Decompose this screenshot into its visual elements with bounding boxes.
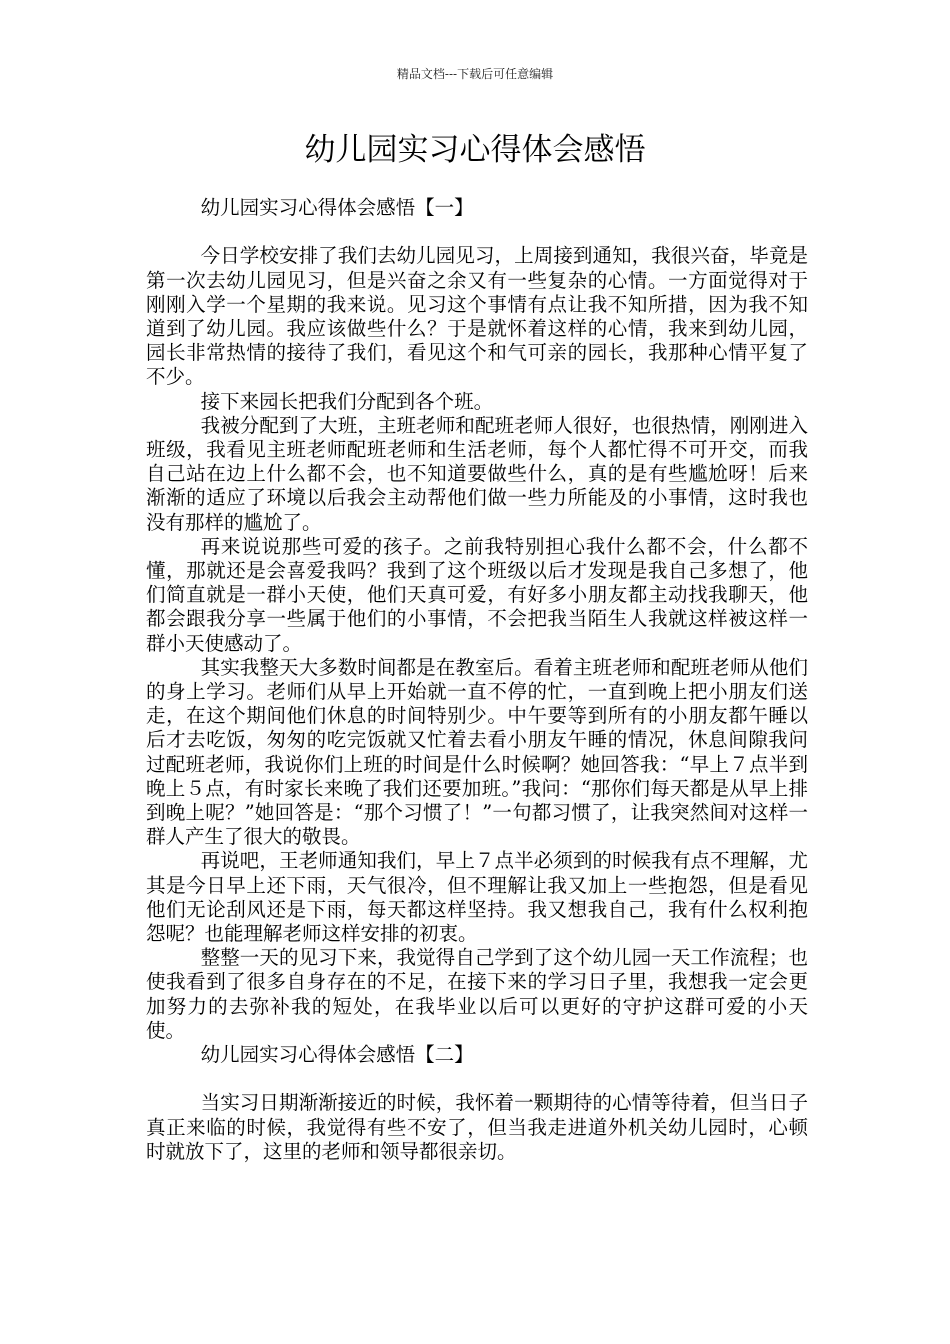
paragraph: 我被分配到了大班，主班老师和配班老师人很好，也很热情，刚刚进入班级，我看见主班老师配班老师和生活老师，每个人都忙得不可开交，而我自己站在边上什么都不会，也不知道要做些什么，真的是有些尴尬呀！后来渐渐的适应了环境以后我会主动帮他们做一些力所能及的小事情，这时我也没有那样的尴尬了。 — [146, 413, 808, 534]
paragraph: 再说吧，王老师通知我们，早上７点半必须到的时候我有点不理解，尤其是今日早上还下雨，天气很冷，但不理解让我又加上一些抱怨，但是看见他们无论刮风还是下雨，每天都这样坚持。我又想我自己，我有什么权利抱怨呢？也能理解老师这样安排的初衷。 — [146, 849, 808, 946]
paragraph: 整整一天的见习下来，我觉得自己学到了这个幼儿园一天工作流程；也使我看到了很多自身存在的不足，在接下来的学习日子里，我想我一定会更加努力的去弥补我的短处，在我毕业以后可以更好的守护这群可爱的小天使。 — [146, 946, 808, 1042]
paragraph: 当实习日期渐渐接近的时候，我怀着一颗期待的心情等待着，但当日子真正来临的时候，我觉得有些不安了，但当我走进道外机关幼儿园时，心顿时就放下了，这里的老师和领导都很亲切。 — [146, 1091, 808, 1163]
blank-line — [146, 220, 808, 244]
paragraph: 再来说说那些可爱的孩子。之前我特别担心我什么都不会，什么都不懂，那就还是会喜爱我吗？我到了这个班级以后才发现是我自己多想了，他们简直就是一群小天使，他们天真可爱，有好多小朋友都主动找我聊天，他都会跟我分享一些属于他们的小事情，不会把我当陌生人我就这样被这样一群小天使感动了。 — [146, 534, 808, 655]
paragraph: 今日学校安排了我们去幼儿园见习，上周接到通知，我很兴奋，毕竟是第一次去幼儿园见习，但是兴奋之余又有一些复杂的心情。一方面觉得对于刚刚入学一个星期的我来说。见习这个事情有点让我不知所措，因为我不知道到了幼儿园。我应该做些什么？于是就怀着这样的心情，我来到幼儿园，园长非常热情的接待了我们，看见这个和气可亲的园长，我那种心情平复了不少。 — [146, 244, 808, 389]
page-title: 幼儿园实习心得体会感悟 — [304, 132, 646, 168]
paragraph: 其实我整天大多数时间都是在教室后。看着主班老师和配班老师从他们的身上学习。老师们从早上开始就一直不停的忙，一直到晚上把小朋友们送走，在这个期间他们休息的时间特别少。中午要等到所有的小朋友都午睡以后才去吃饭，匆匆的吃完饭就又忙着去看小朋友午睡的情况，休息间隙我问过配班老师，我说你们上班的时间是什么时候啊？她回答我：“早上７点半到晚上５点，有时家长来晚了我们还要加班。”我问：“那你们每天都是从早上排到晚上呢？”她回答是：“那个习惯了！”一句都习惯了，让我突然间对这样一群人产生了很大的敬畏。 — [146, 655, 808, 849]
blank-line — [146, 1067, 808, 1091]
section-heading-2: 幼儿园实习心得体会感悟【二】 — [200, 1043, 474, 1067]
section-heading-1: 幼儿园实习心得体会感悟【一】 — [200, 196, 474, 219]
header-watermark: 精品文档---下载后可任意编辑 — [396, 67, 554, 81]
paragraph: 接下来园长把我们分配到各个班。 — [200, 389, 494, 413]
document-body — [146, 196, 808, 1164]
